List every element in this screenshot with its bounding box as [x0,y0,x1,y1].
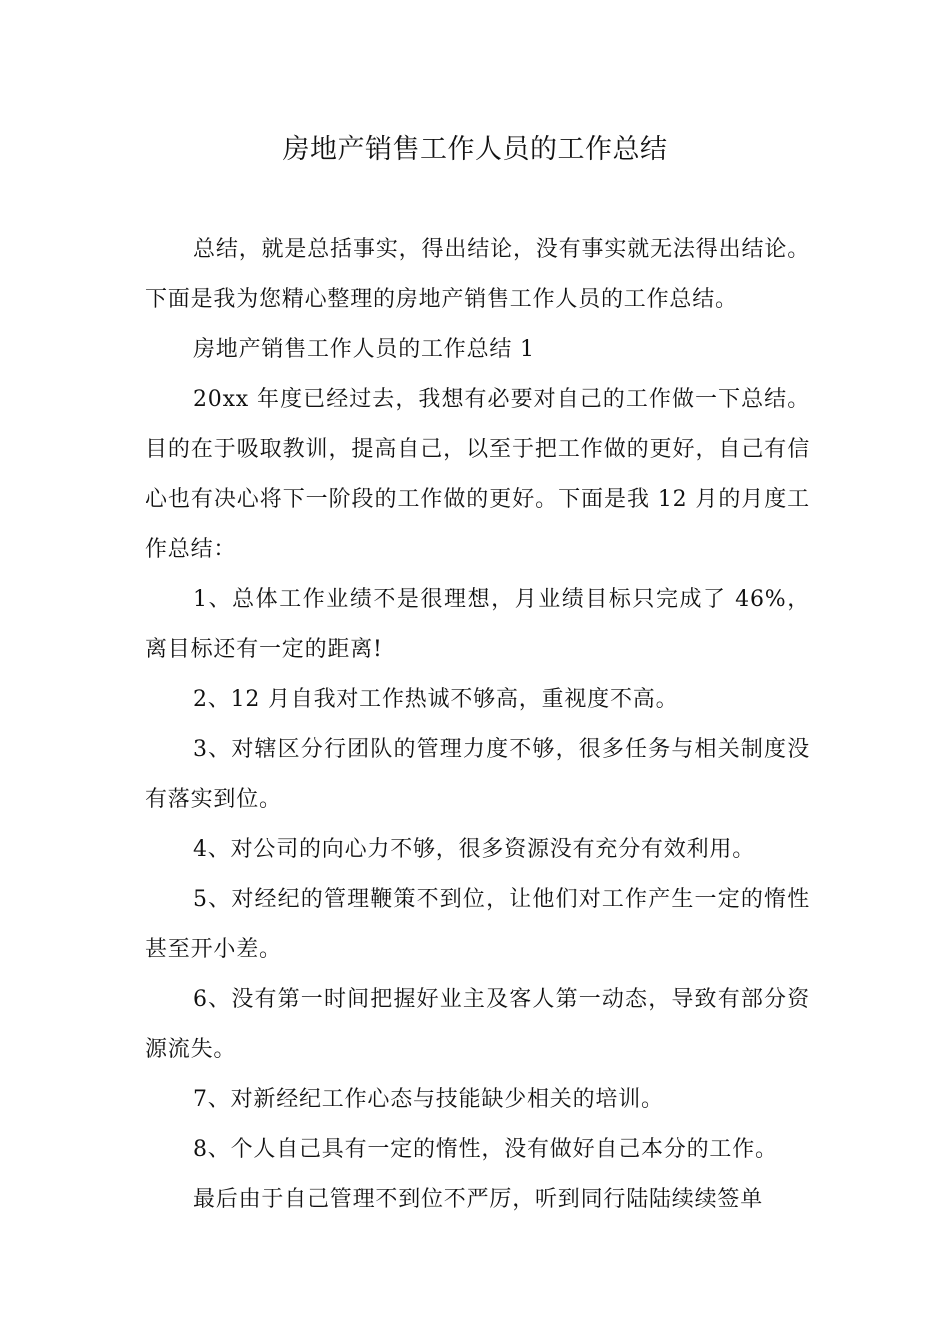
list-item: 4、对公司的向心力不够，很多资源没有充分有效利用。 [193,837,755,862]
list-item: 3、对辖区分行团队的管理力度不够，很多任务与相关制度没有落实到位。 [145,737,810,812]
list-item: 6、没有第一时间把握好业主及客人第一动态，导致有部分资源流失。 [145,987,810,1062]
document-body [145,225,810,1225]
list-item: 7、对新经纪工作心态与技能缺少相关的培训。 [193,1087,664,1112]
closing-paragraph: 最后由于自己管理不到位不严厉，听到同行陆陆续续签单 [193,1187,764,1212]
summary-paragraph: 20xx 年度已经过去，我想有必要对自己的工作做一下总结。目的在于吸取教训，提高自己，以至于把工作做的更好，自己有信心也有决心将下一阶段的工作做的更好。下面是我 12 月的月度工作总结： [145,387,810,562]
intro-paragraph: 总结，就是总括事实，得出结论，没有事实就无法得出结论。下面是我为您精心整理的房地产销售工作人员的工作总结。 [145,237,810,312]
list-item: 8、个人自己具有一定的惰性，没有做好自己本分的工作。 [193,1137,778,1162]
list-item: 1、总体工作业绩不是很理想，月业绩目标只完成了 46%，离目标还有一定的距离! [145,587,810,662]
document-title: 房地产销售工作人员的工作总结 [282,134,668,165]
list-item: 5、对经纪的管理鞭策不到位，让他们对工作产生一定的惰性甚至开小差。 [145,887,810,962]
section-heading: 房地产销售工作人员的工作总结 1 [193,337,535,362]
list-item: 2、12 月自我对工作热诚不够高，重视度不高。 [193,687,679,712]
